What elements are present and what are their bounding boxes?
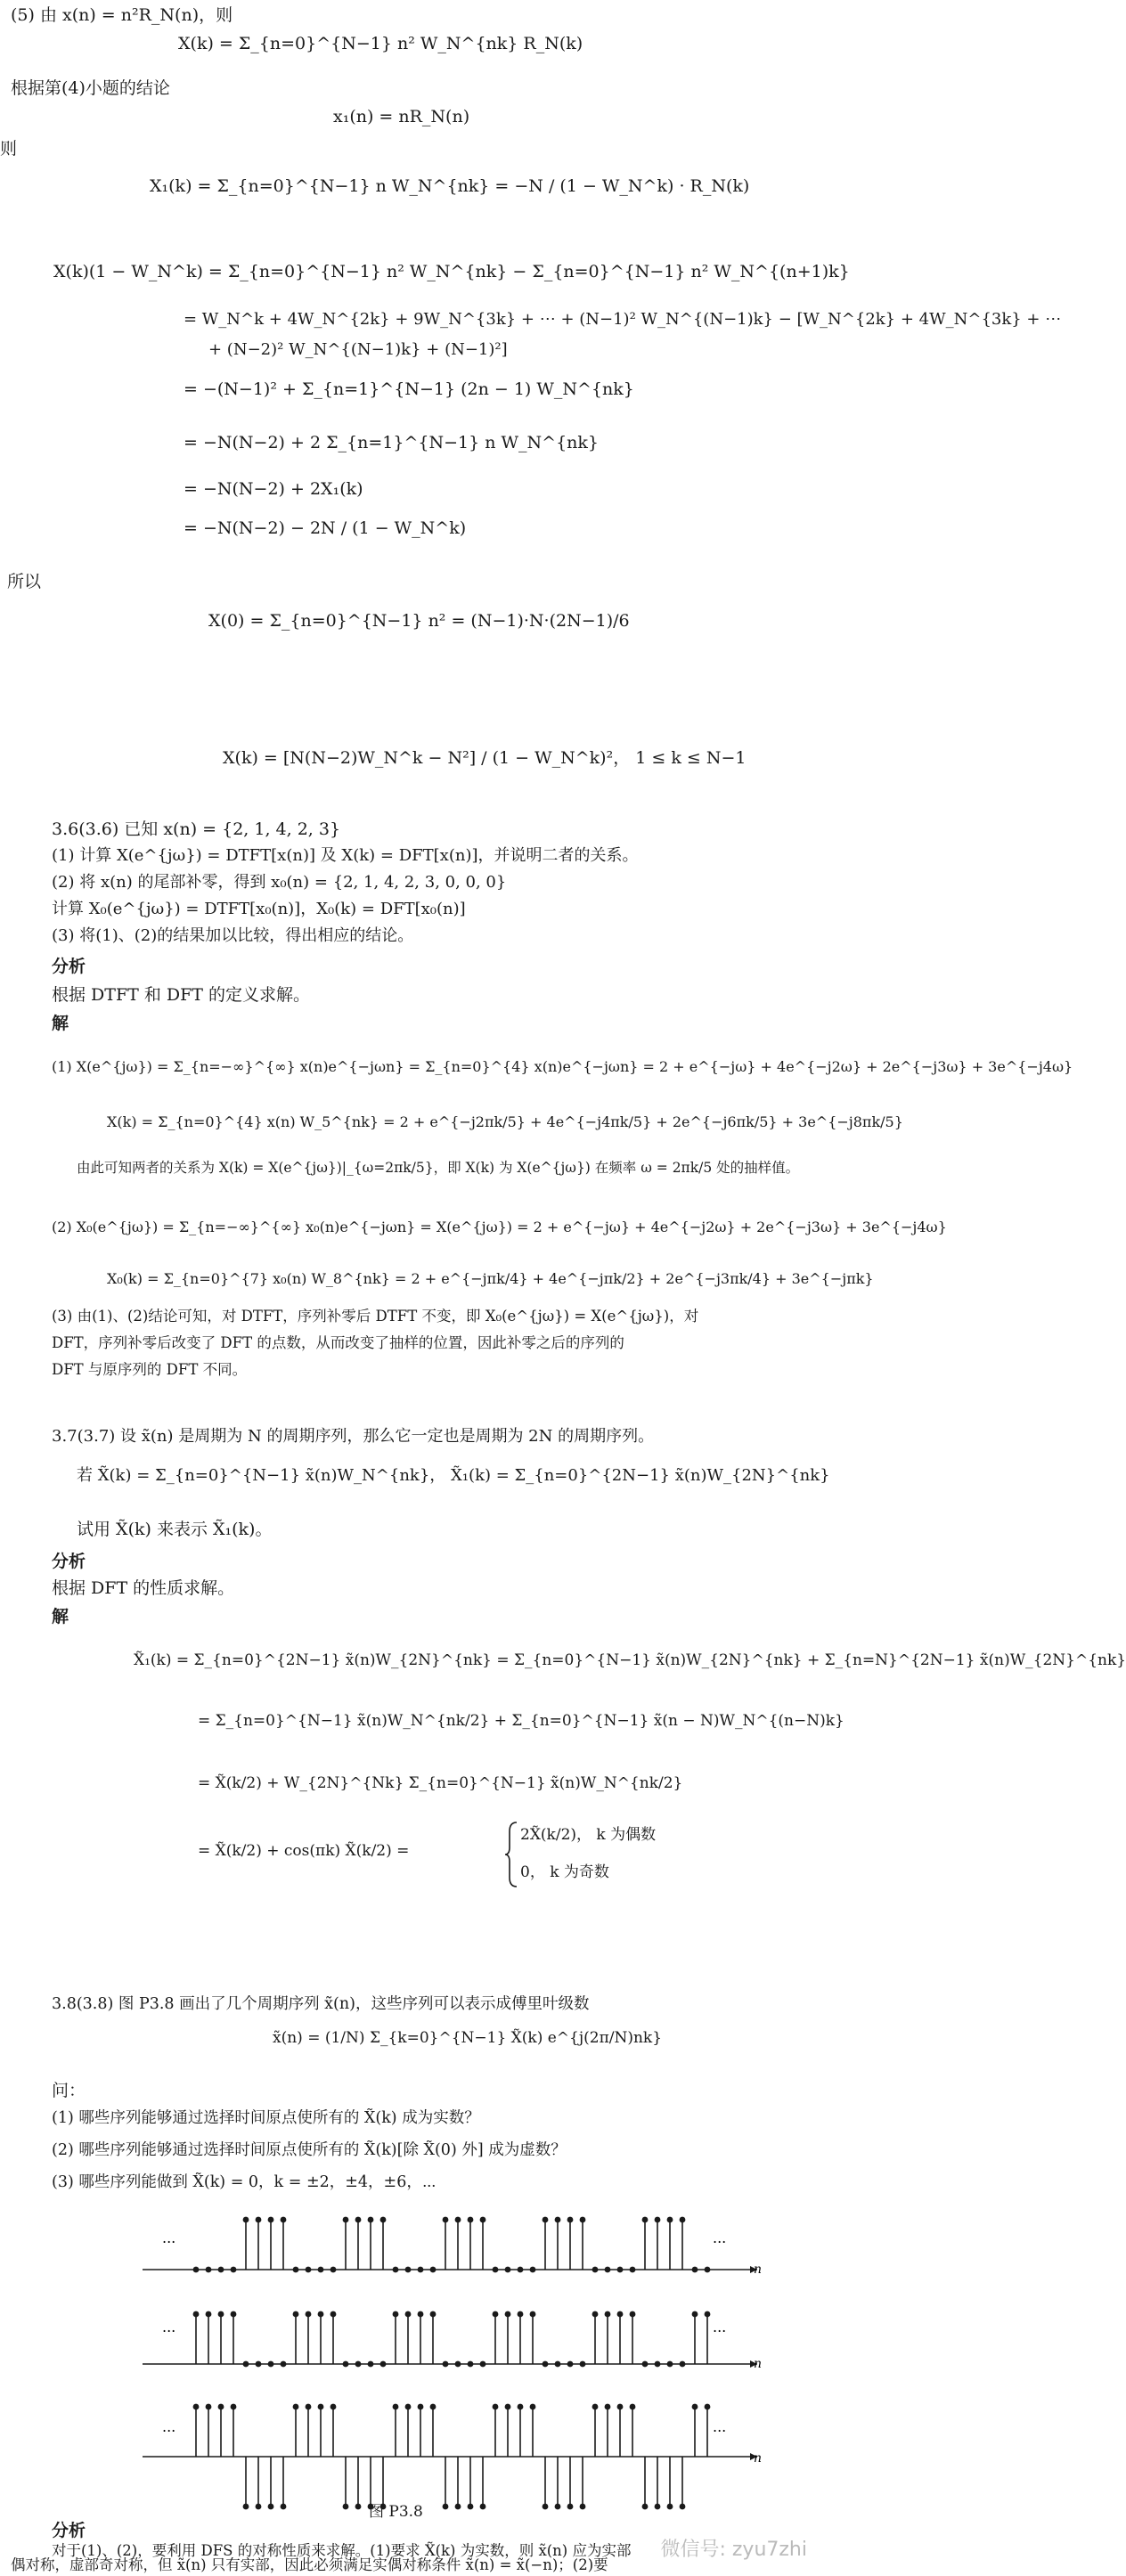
stem-dot: [480, 2504, 486, 2510]
stem-dot: [705, 2311, 711, 2318]
row3-axis-label: n: [754, 2451, 763, 2466]
stem-dot: [543, 2504, 549, 2510]
stem-dot: [642, 2217, 649, 2223]
zero-sample-dot: [318, 2267, 324, 2273]
p36-s3: 由此可知两者的关系为 X(k) = X(e^{jω})|_{ω=2πk/5}，即 X(k) 为 X(e^{jω}) 在频率 ω = 2πk/5 处的抽样值。: [77, 1160, 800, 1176]
stem-dot: [630, 2404, 636, 2410]
zero-sample-dot: [281, 2361, 287, 2368]
p36-s5: X₀(k) = Σ_{n=0}^{7} x₀(n) W_8^{nk} = 2 + e^{−jπk/4} + 4e^{−jπk/2} + 2e^{−j3πk/4} + 3e^{−jπk}: [107, 1270, 874, 1287]
stem-dot: [430, 2311, 437, 2318]
stem-dot: [680, 2217, 686, 2223]
stem-dot: [455, 2504, 461, 2510]
p36-q2: (2) 将 x(n) 的尾部补零，得到 x₀(n) = {2, 1, 4, 2, 3, 0, 0, 0}: [52, 873, 507, 892]
p37-brace: [504, 1821, 518, 1888]
zero-sample-dot: [243, 2361, 249, 2368]
zero-sample-dot: [580, 2361, 586, 2368]
stem-dot: [355, 2504, 362, 2510]
stem-dot: [580, 2504, 586, 2510]
stem-dot: [281, 2504, 287, 2510]
zero-sample-dot: [655, 2361, 661, 2368]
p38-heading: 3.8(3.8) 图 P3.8 画出了几个周期序列 x̃(n)，这些序列可以表示成傅里叶级数: [52, 1995, 590, 2013]
p38-q3: (3) 哪些序列能做到 X̃(k) = 0，k = ±2，±4，±6，⋯: [52, 2173, 437, 2191]
p38-analysis-2: 偶对称，虚部奇对称，但 x̃(n) 只有实部，因此必须满足实偶对称条件 x̃(n) = x̃(−n)；(2)要: [11, 2556, 608, 2573]
p36-q3: (3) 将(1)、(2)的结果加以比较，得出相应的结论。: [52, 926, 414, 945]
zero-sample-dot: [543, 2361, 549, 2368]
zero-sample-dot: [368, 2361, 374, 2368]
brace-icon: [504, 1821, 518, 1888]
zero-sample-dot: [330, 2267, 337, 2273]
figure-caption: 图 P3.8: [369, 2503, 423, 2521]
p37-d2: = Σ_{n=0}^{N−1} x̃(n)W_N^{nk/2} + Σ_{n=0}^{N−1} x̃(n − N)W_N^{(n−N)k}: [198, 1712, 844, 1730]
zero-sample-dot: [455, 2361, 461, 2368]
part5-intro: (5) 由 x(n) = n²R_N(n)，则: [11, 5, 233, 25]
part5-then: 则: [0, 139, 18, 159]
row2-ellipsis-right: ...: [713, 2319, 727, 2336]
zero-sample-dot: [355, 2361, 362, 2368]
stem-dot: [193, 2311, 200, 2318]
zero-sample-dot: [206, 2267, 212, 2273]
zero-sample-dot: [306, 2267, 312, 2273]
zero-sample-dot: [555, 2361, 561, 2368]
row3-ellipsis-right: ...: [713, 2418, 727, 2435]
stem-dot: [243, 2504, 249, 2510]
row2-ellipsis-left: ...: [162, 2319, 176, 2336]
p36-s4: (2) X₀(e^{jω}) = Σ_{n=−∞}^{∞} x₀(n)e^{−jωn} = X(e^{jω}) = 2 + e^{−jω} + 4e^{−j2ω} + 2e^{−j3ω} + 3e^{−j4ω}: [52, 1219, 947, 1235]
stem-dot: [555, 2504, 561, 2510]
zero-sample-dot: [630, 2267, 636, 2273]
stem-dot: [468, 2217, 474, 2223]
stem-dot: [330, 2404, 337, 2410]
stem-dot: [580, 2217, 586, 2223]
stem-dot: [530, 2404, 536, 2410]
stem-dot: [518, 2311, 524, 2318]
p37-ask: 试用 X̃(k) 来表示 X̃₁(k)。: [77, 1520, 273, 1539]
stem-dot: [692, 2404, 698, 2410]
stem-dot: [256, 2217, 262, 2223]
zero-sample-dot: [505, 2267, 511, 2273]
stem-dot: [268, 2217, 274, 2223]
zero-sample-dot: [430, 2267, 437, 2273]
figure-p3-8: [143, 2198, 766, 2492]
part5-deriv-6: = −N(N−2) − 2N / (1 − W_N^k): [184, 518, 467, 538]
stem-dot: [592, 2404, 599, 2410]
sequence-row-2: [143, 2311, 757, 2368]
zero-sample-dot: [193, 2267, 200, 2273]
stem-dot: [355, 2217, 362, 2223]
p36-s1: (1) X(e^{jω}) = Σ_{n=−∞}^{∞} x(n)e^{−jωn} = Σ_{n=0}^{4} x(n)e^{−jωn} = 2 + e^{−jω} + 4e^{−j2ω} + 2e^{−j3ω} + 3e^{−j4ω}: [52, 1058, 1073, 1075]
zero-sample-dot: [480, 2361, 486, 2368]
p36-s6b: DFT，序列补零后改变了 DFT 的点数，从而改变了抽样的位置，因此补零之后的序列的: [52, 1334, 624, 1351]
stem-dot: [555, 2217, 561, 2223]
stem-dot: [243, 2217, 249, 2223]
stem-dot: [667, 2217, 673, 2223]
zero-sample-dot: [268, 2361, 274, 2368]
stem-dot: [393, 2404, 399, 2410]
stem-dot: [630, 2311, 636, 2318]
stem-dot: [293, 2404, 299, 2410]
zero-sample-dot: [418, 2267, 424, 2273]
p37-case2: 0， k 为奇数: [520, 1863, 609, 1881]
p37-heading: 3.7(3.7) 设 x̃(n) 是周期为 N 的周期序列，那么它一定也是周期为 2N 的周期序列。: [52, 1427, 655, 1446]
stem-dot: [455, 2217, 461, 2223]
zero-sample-dot: [468, 2361, 474, 2368]
p36-q2b: 计算 X₀(e^{jω}) = DTFT[x₀(n)]，X₀(k) = DFT[x₀(n)]: [52, 900, 466, 918]
p36-analysis-title: 分析: [52, 957, 86, 976]
stem-dot: [343, 2217, 349, 2223]
p36-s6a: (3) 由(1)、(2)结论可知，对 DTFT，序列补零后 DTFT 不变，即 X₀(e^{jω}) = X(e^{jω})，对: [52, 1308, 699, 1325]
stem-dot: [443, 2504, 449, 2510]
p36-s6c: DFT 与原序列的 DFT 不同。: [52, 1361, 248, 1378]
p38-analysis-1: 对于(1)、(2)，要利用 DFS 的对称性质来求解。(1)要求 X̃(k) 为实数，则 x̃(n) 应为实部: [52, 2542, 632, 2559]
p38-ask: 问：: [52, 2081, 86, 2100]
zero-sample-dot: [605, 2267, 611, 2273]
sequence-row-3: [143, 2404, 757, 2510]
stem-dot: [306, 2404, 312, 2410]
p37-analysis-title: 分析: [52, 1552, 86, 1571]
row1-ellipsis-right: ...: [713, 2230, 727, 2246]
zero-sample-dot: [493, 2267, 499, 2273]
stem-dot: [480, 2217, 486, 2223]
p37-analysis: 根据 DFT 的性质求解。: [52, 1578, 235, 1598]
stem-dot: [705, 2404, 711, 2410]
stem-dot: [418, 2311, 424, 2318]
stem-dot: [617, 2311, 624, 2318]
stem-dot: [405, 2404, 412, 2410]
part5-eq2: x₁(n) = nR_N(n): [333, 107, 470, 126]
stem-dot: [617, 2404, 624, 2410]
zero-sample-dot: [642, 2361, 649, 2368]
zero-sample-dot: [617, 2267, 624, 2273]
row1-axis-label: n: [754, 2262, 763, 2277]
stem-dot: [592, 2311, 599, 2318]
stem-dot: [206, 2404, 212, 2410]
stem-dot: [430, 2404, 437, 2410]
p37-solution-title: 解: [52, 1607, 69, 1626]
stem-dot: [567, 2504, 574, 2510]
stem-dot: [218, 2404, 224, 2410]
watermark: 微信号: zyu7zhi: [660, 2539, 807, 2562]
p36-analysis: 根据 DTFT 和 DFT 的定义求解。: [52, 985, 311, 1005]
stem-dot: [642, 2504, 649, 2510]
zero-sample-dot: [518, 2267, 524, 2273]
stem-dot: [206, 2311, 212, 2318]
zero-sample-dot: [592, 2267, 599, 2273]
p37-case1: 2X̃(k/2)， k 为偶数: [520, 1826, 657, 1844]
stem-dot: [655, 2504, 661, 2510]
zero-sample-dot: [705, 2267, 711, 2273]
p37-d4: = X̃(k/2) + cos(πk) X̃(k/2) =: [198, 1842, 410, 1860]
p37-d3: = X̃(k/2) + W_{2N}^{Nk} Σ_{n=0}^{N−1} x̃(n)W_N^{nk/2}: [198, 1774, 683, 1792]
stem-dot: [405, 2311, 412, 2318]
stem-dot: [393, 2311, 399, 2318]
part5-eq5: X(k) = [N(N−2)W_N^k − N²] / (1 − W_N^k)²， 1 ≤ k ≤ N−1: [223, 748, 747, 768]
part5-deriv-3: = −(N−1)² + Σ_{n=1}^{N−1} (2n − 1) W_N^{nk}: [184, 379, 634, 399]
part5-so: 所以: [7, 572, 42, 591]
zero-sample-dot: [293, 2267, 299, 2273]
p36-s2: X(k) = Σ_{n=0}^{4} x(n) W_5^{nk} = 2 + e^{−j2πk/5} + 4e^{−j4πk/5} + 2e^{−j6πk/5} + 3e^{−j8πk/5}: [107, 1113, 903, 1130]
row1-ellipsis-left: ...: [162, 2230, 176, 2246]
stem-dot: [306, 2311, 312, 2318]
stem-dot: [231, 2311, 237, 2318]
stem-dot: [343, 2504, 349, 2510]
part5-deriv-2: + (N−2)² W_N^{(N−1)k} + (N−1)²]: [208, 340, 508, 359]
stem-dot: [493, 2311, 499, 2318]
stem-dot: [493, 2404, 499, 2410]
p38-q1: (1) 哪些序列能够通过选择时间原点使所有的 X̃(k) 成为实数？: [52, 2109, 480, 2127]
stem-dot: [567, 2217, 574, 2223]
p37-given: 若 X̃(k) = Σ_{n=0}^{N−1} x̃(n)W_N^{nk}， X̃₁(k) = Σ_{n=0}^{2N−1} x̃(n)W_{2N}^{nk}: [77, 1466, 830, 1485]
stem-dot: [543, 2217, 549, 2223]
stem-dot: [530, 2311, 536, 2318]
stem-dot: [368, 2217, 374, 2223]
stem-dot: [268, 2504, 274, 2510]
stem-dot: [281, 2217, 287, 2223]
part5-ref: 根据第(4)小题的结论: [11, 78, 170, 98]
zero-sample-dot: [567, 2361, 574, 2368]
stem-dot: [318, 2311, 324, 2318]
zero-sample-dot: [530, 2267, 536, 2273]
zero-sample-dot: [393, 2267, 399, 2273]
zero-sample-dot: [443, 2361, 449, 2368]
stem-dot: [418, 2404, 424, 2410]
zero-sample-dot: [256, 2361, 262, 2368]
p36-q1: (1) 计算 X(e^{jω}) = DTFT[x(n)] 及 X(k) = DFT[x(n)]，并说明二者的关系。: [52, 846, 639, 865]
stem-dot: [605, 2404, 611, 2410]
part5-eq3: X₁(k) = Σ_{n=0}^{N−1} n W_N^{nk} = −N / (1 − W_N^k) · R_N(k): [150, 176, 750, 196]
part5-deriv-0: X(k)(1 − W_N^k) = Σ_{n=0}^{N−1} n² W_N^{nk} − Σ_{n=0}^{N−1} n² W_N^{(n+1)k}: [53, 262, 850, 281]
stem-dot: [443, 2217, 449, 2223]
zero-sample-dot: [692, 2267, 698, 2273]
p38-analysis-title: 分析: [52, 2521, 86, 2540]
p37-d1: X̃₁(k) = Σ_{n=0}^{2N−1} x̃(n)W_{2N}^{nk} = Σ_{n=0}^{N−1} x̃(n)W_{2N}^{nk} + Σ_{n=N}^{2N−1} x̃(n)W_{2N}^{nk}: [134, 1651, 1126, 1669]
stem-dot: [468, 2504, 474, 2510]
p38-q2: (2) 哪些序列能够通过选择时间原点使所有的 X̃(k)[除 X̃(0) 外] 成为虚数？: [52, 2141, 567, 2159]
stem-dot: [293, 2311, 299, 2318]
stem-dot: [680, 2504, 686, 2510]
stem-dot: [518, 2404, 524, 2410]
stem-dot: [218, 2311, 224, 2318]
row3-ellipsis-left: ...: [162, 2418, 176, 2435]
zero-sample-dot: [218, 2267, 224, 2273]
stem-dot: [193, 2404, 200, 2410]
stem-dot: [667, 2504, 673, 2510]
stem-dot: [318, 2404, 324, 2410]
stem-dot: [692, 2311, 698, 2318]
part5-deriv-1: = W_N^k + 4W_N^{2k} + 9W_N^{3k} + ⋯ + (N−1)² W_N^{(N−1)k} − [W_N^{2k} + 4W_N^{3k} + ⋯: [184, 310, 1062, 329]
row2-axis-label: n: [754, 2357, 763, 2371]
sequence-row-1: [143, 2217, 757, 2273]
zero-sample-dot: [380, 2361, 387, 2368]
part5-eq4: X(0) = Σ_{n=0}^{N−1} n² = (N−1)·N·(2N−1)/6: [208, 611, 630, 631]
stem-dot: [505, 2311, 511, 2318]
stem-dot: [256, 2504, 262, 2510]
stem-dot: [380, 2217, 387, 2223]
p38-eq: x̃(n) = (1/N) Σ_{k=0}^{N−1} X̃(k) e^{j(2π/N)nk}: [273, 2029, 663, 2047]
zero-sample-dot: [343, 2361, 349, 2368]
stem-dot: [605, 2311, 611, 2318]
p36-heading: 3.6(3.6) 已知 x(n) = {2, 1, 4, 2, 3}: [52, 819, 341, 839]
part5-deriv-5: = −N(N−2) + 2X₁(k): [184, 479, 363, 499]
part5-deriv-4: = −N(N−2) + 2 Σ_{n=1}^{N−1} n W_N^{nk}: [184, 433, 599, 452]
zero-sample-dot: [405, 2267, 412, 2273]
zero-sample-dot: [680, 2361, 686, 2368]
stem-dot: [231, 2404, 237, 2410]
zero-sample-dot: [231, 2267, 237, 2273]
stem-dot: [330, 2311, 337, 2318]
stem-dot: [505, 2404, 511, 2410]
stem-dot: [655, 2217, 661, 2223]
p36-solution-title: 解: [52, 1014, 69, 1033]
part5-eq1: X(k) = Σ_{n=0}^{N−1} n² W_N^{nk} R_N(k): [178, 34, 583, 53]
zero-sample-dot: [667, 2361, 673, 2368]
